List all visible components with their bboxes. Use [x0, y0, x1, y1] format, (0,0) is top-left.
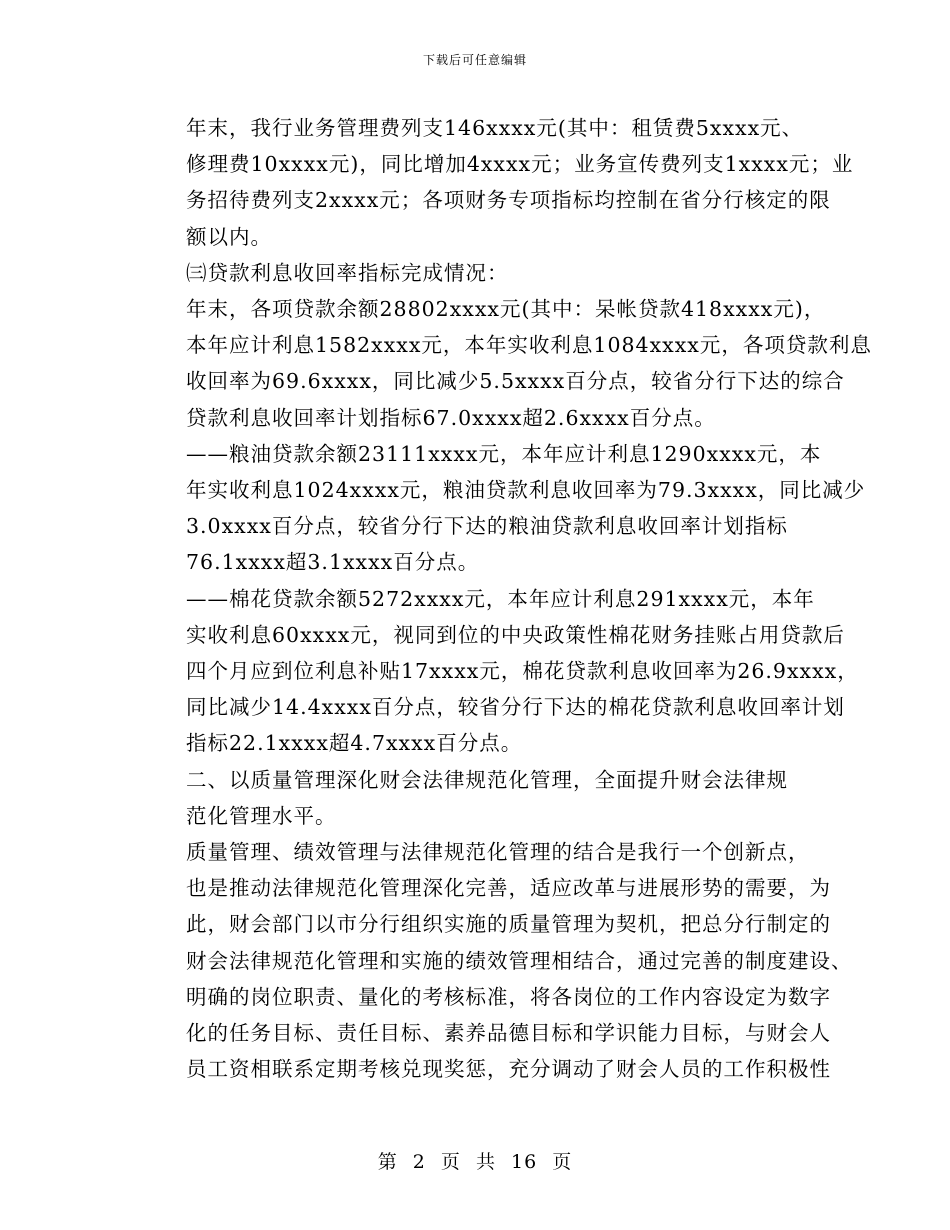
paragraph-grain-oil-loans — [142, 436, 866, 581]
paragraph-quality-management — [142, 834, 853, 1087]
text-line: 年末，各项贷款余额28802xxxx元(其中：呆帐贷款418xxxx元)， — [186, 297, 826, 322]
paragraph-admin-expenses — [142, 110, 854, 255]
text-line: 本年应计利息1582xxxx元，本年实收利息1084xxxx元，各项贷款利息 — [186, 333, 872, 358]
text-line: 同比减少14.4xxxx百分点，较省分行下达的棉花贷款利息收回率计划 — [186, 695, 845, 720]
text-line: 务招待费列支2xxxx元；各项财务专项指标均控制在省分行核定的限 — [186, 188, 831, 213]
text-line: ——棉花贷款余额5272xxxx元，本年应计利息291xxxx元，本年 — [186, 586, 815, 611]
paragraph-loan-balance — [142, 291, 872, 436]
footer-label-total: 共 — [475, 1151, 496, 1173]
text-line: 四个月应到位利息补贴17xxxx元，棉花贷款利息收回率为26.9xxxx， — [186, 659, 859, 684]
text-line: 收回率为69.6xxxx，同比减少5.5xxxx百分点，较省分行下达的综合 — [186, 369, 845, 394]
page-header: 下载后可任意编辑 — [422, 53, 527, 67]
text-line: 实收利息60xxxx元，视同到位的中央政策性棉花财务挂账占用贷款后 — [186, 622, 845, 647]
text-line: 范化管理水平。 — [186, 803, 337, 828]
text-line: 年末，我行业务管理费列支146xxxx元(其中：租赁费5xxxx元、 — [186, 116, 804, 140]
text-line: 3.0xxxx百分点，较省分行下达的粮油贷款利息收回率计划指标 — [186, 514, 788, 539]
text-line: 年实收利息1024xxxx元，粮油贷款利息收回率为79.3xxxx，同比减少 — [186, 478, 866, 503]
text-line: 此，财会部门以市分行组织实施的质量管理为契机，把总分行制定的 — [186, 912, 831, 937]
text-line: 76.1xxxx超3.1xxxx百分点。 — [186, 550, 480, 575]
text-line: 财会法律规范化管理和实施的绩效管理相结合，通过完善的制度建设、 — [186, 948, 853, 973]
text-line: 修理费10xxxx元)，同比增加4xxxx元；业务宣传费列支1xxxx元；业 — [186, 152, 854, 177]
text-line: ——粮油贷款余额23111xxxx元，本年应计利息1290xxxx元，本 — [186, 441, 822, 466]
document-body — [142, 110, 872, 1087]
current-page-number: 2 — [412, 1151, 426, 1173]
text-line: 明确的岗位职责、量化的考核标准，将各岗位的工作内容设定为数字 — [186, 984, 831, 1009]
text-line: ㈢贷款利息收回率指标完成情况： — [186, 260, 509, 285]
text-line: 也是推动法律规范化管理深化完善，适应改革与进展形势的需要，为 — [186, 876, 831, 901]
section-heading-interest-recovery — [142, 255, 812, 291]
total-pages-number: 16 — [511, 1151, 538, 1173]
footer-label-before: 第 — [377, 1151, 398, 1173]
paragraph-cotton-loans — [142, 581, 859, 762]
text-line: 贷款利息收回率计划指标67.0xxxx超2.6xxxx百分点。 — [186, 405, 716, 430]
text-line: 质量管理、绩效管理与法律规范化管理的结合是我行一个创新点， — [186, 840, 810, 865]
page-footer — [0, 1150, 950, 1174]
text-line: 员工资相联系定期考核兑现奖惩，充分调动了财会人员的工作积极性 — [186, 1057, 831, 1082]
footer-label-page: 页 — [440, 1151, 461, 1173]
section-heading-quality-management — [142, 762, 812, 834]
footer-label-after: 页 — [552, 1151, 573, 1173]
text-line: 额以内。 — [186, 224, 272, 249]
text-line: 二、以质量管理深化财会法律规范化管理，全面提升财会法律规 — [186, 767, 788, 792]
text-line: 化的任务目标、责任目标、素养品德目标和学识能力目标，与财会人 — [186, 1021, 831, 1046]
text-line: 指标22.1xxxx超4.7xxxx百分点。 — [186, 731, 523, 756]
